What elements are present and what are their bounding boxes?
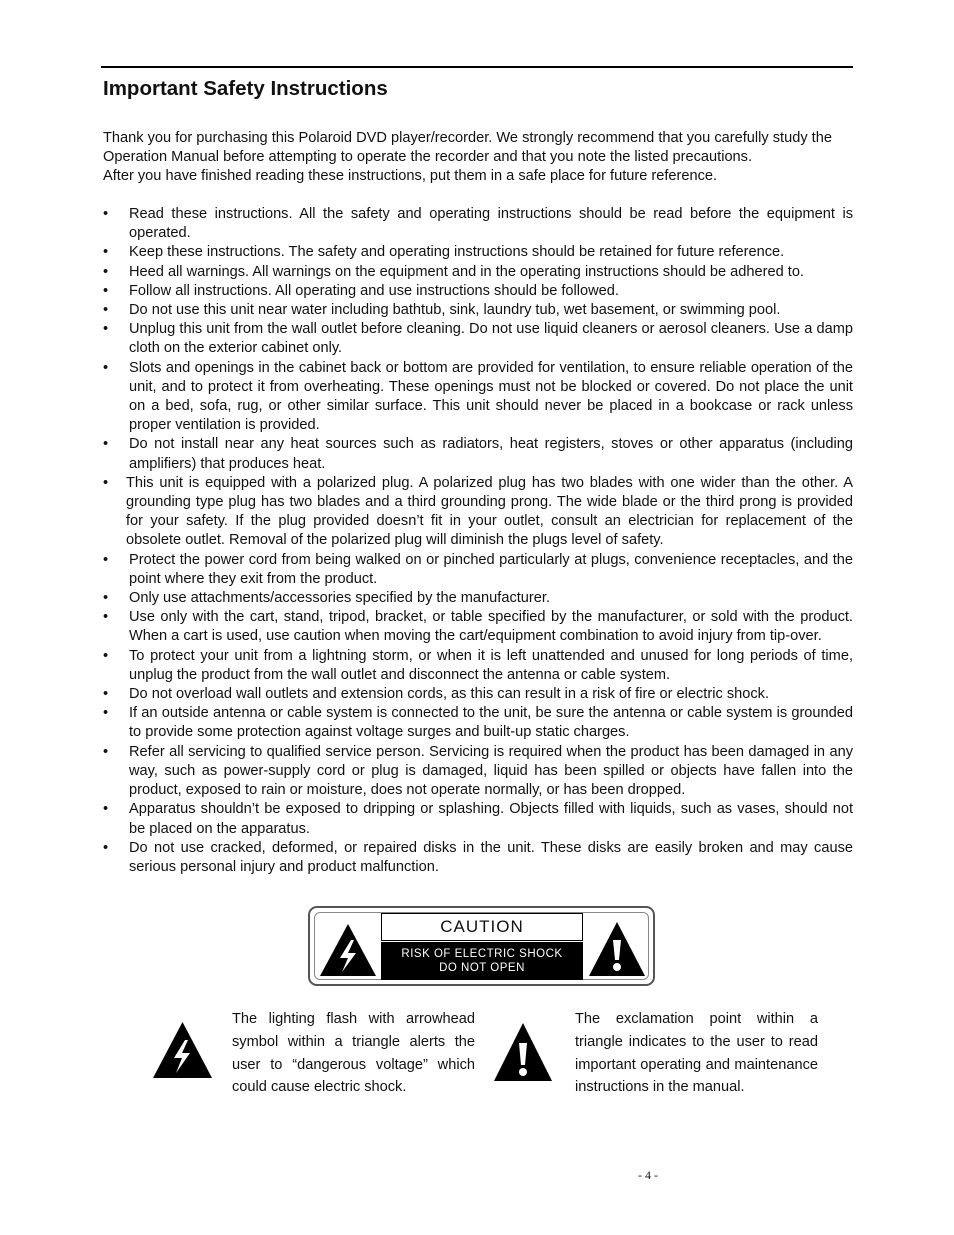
intro-paragraph: After you have finished reading these instructions, put them in a safe place for future reference. bbox=[103, 168, 718, 185]
page-number: - 4 - bbox=[638, 1168, 658, 1182]
intro-text bbox=[103, 129, 855, 187]
exclamation-warning-icon bbox=[587, 920, 647, 978]
list-item: • To protect your unit from a lightning storm, or when it is left unattended and unused for long periods of time, unplug the product from the wall outlet and disconnect the antenna or cable system. bbox=[103, 647, 853, 685]
list-item: • Only use attachments/accessories specified by the manufacturer. bbox=[103, 589, 853, 608]
list-item: • Unplug this unit from the wall outlet before cleaning. Do not use liquid cleaners or aerosol cleaners. Use a damp cloth on the exterior cabinet only. bbox=[103, 320, 853, 358]
list-item: • Use only with the cart, stand, tripod, bracket, or table specified by the manufacturer, or sold with the product. When a cart is used, use caution when moving the cart/equipment combination to avoid injury from tip-over. bbox=[103, 608, 853, 646]
intro-paragraph: Thank you for purchasing this Polaroid DVD player/recorder. We strongly recommend that you carefully study the Operation Manual before attempting to operate the recorder and that you note the listed precautions. bbox=[103, 130, 832, 166]
list-item: • Protect the power cord from being walked on or pinched particularly at plugs, convenience receptacles, and the point where they exit from the product. bbox=[103, 551, 853, 589]
exclamation-symbol-icon bbox=[492, 1021, 554, 1083]
safety-instructions-list bbox=[103, 205, 853, 877]
list-item: • This unit is equipped with a polarized plug. A polarized plug has two blades with one wider than the other. A grounding type plug has two blades and a third grounding prong. The wide blade or the third prong is provided for your safety. If the plug provided doesn’t fit in your outlet, consult an electrician for replacement of the obsolete outlet. Removal of the polarized plug will diminish the plugs level of safety. bbox=[103, 474, 853, 551]
header-rule bbox=[101, 66, 853, 68]
lightning-symbol-description: The lighting flash with arrowhead symbol within a triangle alerts the user to “dangerous voltage” which could cause electric shock. bbox=[232, 1011, 475, 1096]
lightning-warning-icon bbox=[318, 922, 378, 978]
caution-warning-text bbox=[381, 942, 583, 980]
list-item: • Keep these instructions. The safety and operating instructions should be retained for future reference. bbox=[103, 243, 853, 262]
caution-line-2: DO NOT OPEN bbox=[439, 962, 525, 974]
list-item: • Do not overload wall outlets and extension cords, as this can result in a risk of fire or electric shock. bbox=[103, 685, 853, 704]
caution-heading: CAUTION bbox=[381, 913, 583, 941]
lightning-symbol-icon bbox=[151, 1020, 214, 1080]
list-item: • Do not use this unit near water including bathtub, sink, laundry tub, wet basement, or swimming pool. bbox=[103, 301, 853, 320]
list-item: • Follow all instructions. All operating and use instructions should be followed. bbox=[103, 282, 853, 301]
caution-line-1: RISK OF ELECTRIC SHOCK bbox=[401, 948, 563, 960]
list-item: • Slots and openings in the cabinet back or bottom are provided for ventilation, to ensure reliable operation of the unit, and to protect it from overheating. These openings must not be blocked or covered. Do not place the unit on a bed, sofa, rug, or other similar surface. This unit should never be placed in a bookcase or rack unless proper ventilation is provided. bbox=[103, 359, 853, 436]
list-item: • Do not use cracked, deformed, or repaired disks in the unit. These disks are easily broken and may cause serious personal injury and product malfunction. bbox=[103, 839, 853, 877]
exclamation-symbol-description: The exclamation point within a triangle indicates to the user to read important operating and maintenance instructions in the manual. bbox=[575, 1011, 818, 1096]
list-item: • Heed all warnings. All warnings on the equipment and in the operating instructions should be adhered to. bbox=[103, 263, 853, 282]
list-item: • If an outside antenna or cable system is connected to the unit, be sure the antenna or cable system is grounded to provide some protection against voltage surges and built-up static charges. bbox=[103, 704, 853, 742]
list-item: • Refer all servicing to qualified service person. Servicing is required when the product has been damaged in any way, such as power-supply cord or plug is damaged, liquid has been spilled or objects have fallen into the product, exposed to rain or moisture, does not operate normally, or has been dropped. bbox=[103, 743, 853, 801]
list-item: • Read these instructions. All the safety and operating instructions should be read before the equipment is operated. bbox=[103, 205, 853, 243]
page-title: Important Safety Instructions bbox=[103, 77, 388, 100]
list-item: • Apparatus shouldn’t be exposed to dripping or splashing. Objects filled with liquids, such as vases, should not be placed on the apparatus. bbox=[103, 800, 853, 838]
list-item: • Do not install near any heat sources such as radiators, heat registers, stoves or other apparatus (including amplifiers) that produces heat. bbox=[103, 435, 853, 473]
